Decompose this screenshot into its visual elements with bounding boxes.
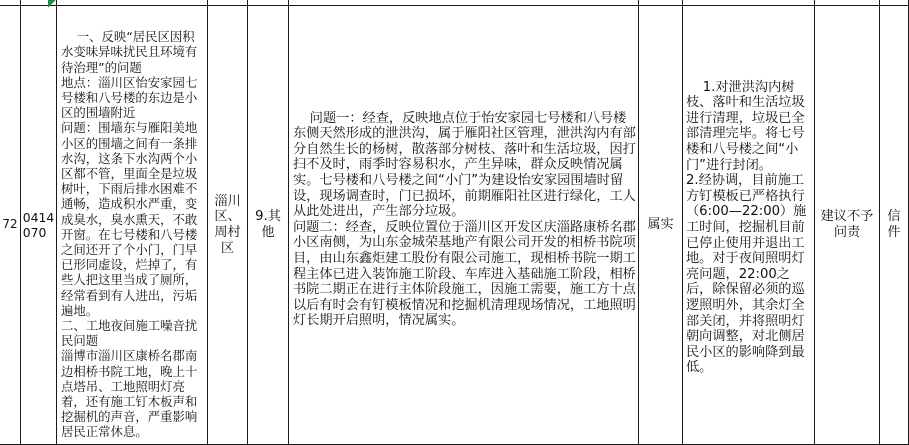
verification-cell bbox=[293, 95, 637, 435]
category-cell bbox=[248, 6, 288, 444]
accountability: 建议不予问责 bbox=[820, 209, 874, 240]
disclosure: 信件 bbox=[887, 209, 901, 240]
handling-cell bbox=[686, 64, 813, 434]
complaint-content-cell bbox=[61, 14, 206, 444]
district: 淄川区、 周村区 bbox=[214, 193, 241, 256]
row-id-cell bbox=[21, 6, 56, 444]
verification-text: 问题一：经查，反映地点位于怡安家园七号楼和八号楼东侧天然形成的泄洪沟，属于雁阳社区管理，泄洪沟内有部分自然生长的杨树，散落部分树枝、落叶和生活垃圾，因打扫不及时，雨季时容易积水，产生异味，群众反映情况属实。七号楼和八号楼之间“小门”为建设怡安家园围墙时留设，现场调查时，门已损坏，前期雁阳社区进行绿化，工人从此处进出，产生部分垃圾。 问题二：经查，反映位置位于淄川区开发区庆淄路康桥名郡小区南侧，为山东金城荣基地产有限公司开发的相桥书院项目，由山东鑫炬建工股份有限公司施工，现相桥书院一期工程主体已进入装饰施工阶段、车库进入基础施工阶段，相桥书院二期正在进行主体阶段施工，因施工需要，施工方十点以后有时会有钉模板情况和挖掘机清理现场情况，工地照明灯长期开启照明，情况属实。 bbox=[293, 110, 636, 329]
disclosure-cell bbox=[880, 6, 908, 444]
row-id: 0414 070 bbox=[22, 209, 55, 240]
row-seq-cell bbox=[0, 6, 20, 444]
district-cell bbox=[208, 6, 247, 444]
category: 9.其他 bbox=[255, 209, 281, 240]
result-cell bbox=[639, 6, 682, 444]
verification-result: 属实 bbox=[647, 217, 674, 233]
accountability-cell bbox=[815, 6, 879, 444]
complaint-content: 一、反映“居民区因积水变味异味扰民且环境有待治理”的问题 地点：淄川区怡安家园七号楼和八号楼的东边是小区的围墙附近 问题：围墙东与雁阳美地小区的围墙之间有一条排水沟，这条下水沟两个小区都不管，里面全是垃圾树叶，下雨后排水困难不通畅，造成积水严重，变成臭水，臭水熏天，不敢开窗。在七号楼和八号楼之间还开了个小门，门早已形同虚设，烂掉了，有些人把这里当成了厕所，经常看到有人进出，污垢遍地。 二、工地夜间施工噪音扰民问题 淄博市淄川区康桥名郡南边相桥书院工地，晚上十点塔吊、工地照明灯亮着，还有施工钉木板声和挖掘机的声音，严重影响居民正常休息。 bbox=[61, 29, 198, 440]
handling-text: 1.对泄洪沟内树枝、落叶和生活垃圾进行清理，垃圾已全部清理完毕。将七号楼和八号楼之间“小门”进行封闭。 2.经协调，目前施工方钉模板已严格执行（6:00—22:00）施工时间，挖掘机目前已停止使用并退出工地。对于夜间照明灯亮问题，22:00之后，除保留必须的巡逻照明外，其余灯全部关闭，并将照明灯朝向调整，对北侧居民小区的影响降到最低。 bbox=[686, 79, 807, 376]
row-seq: 72 bbox=[2, 217, 18, 232]
